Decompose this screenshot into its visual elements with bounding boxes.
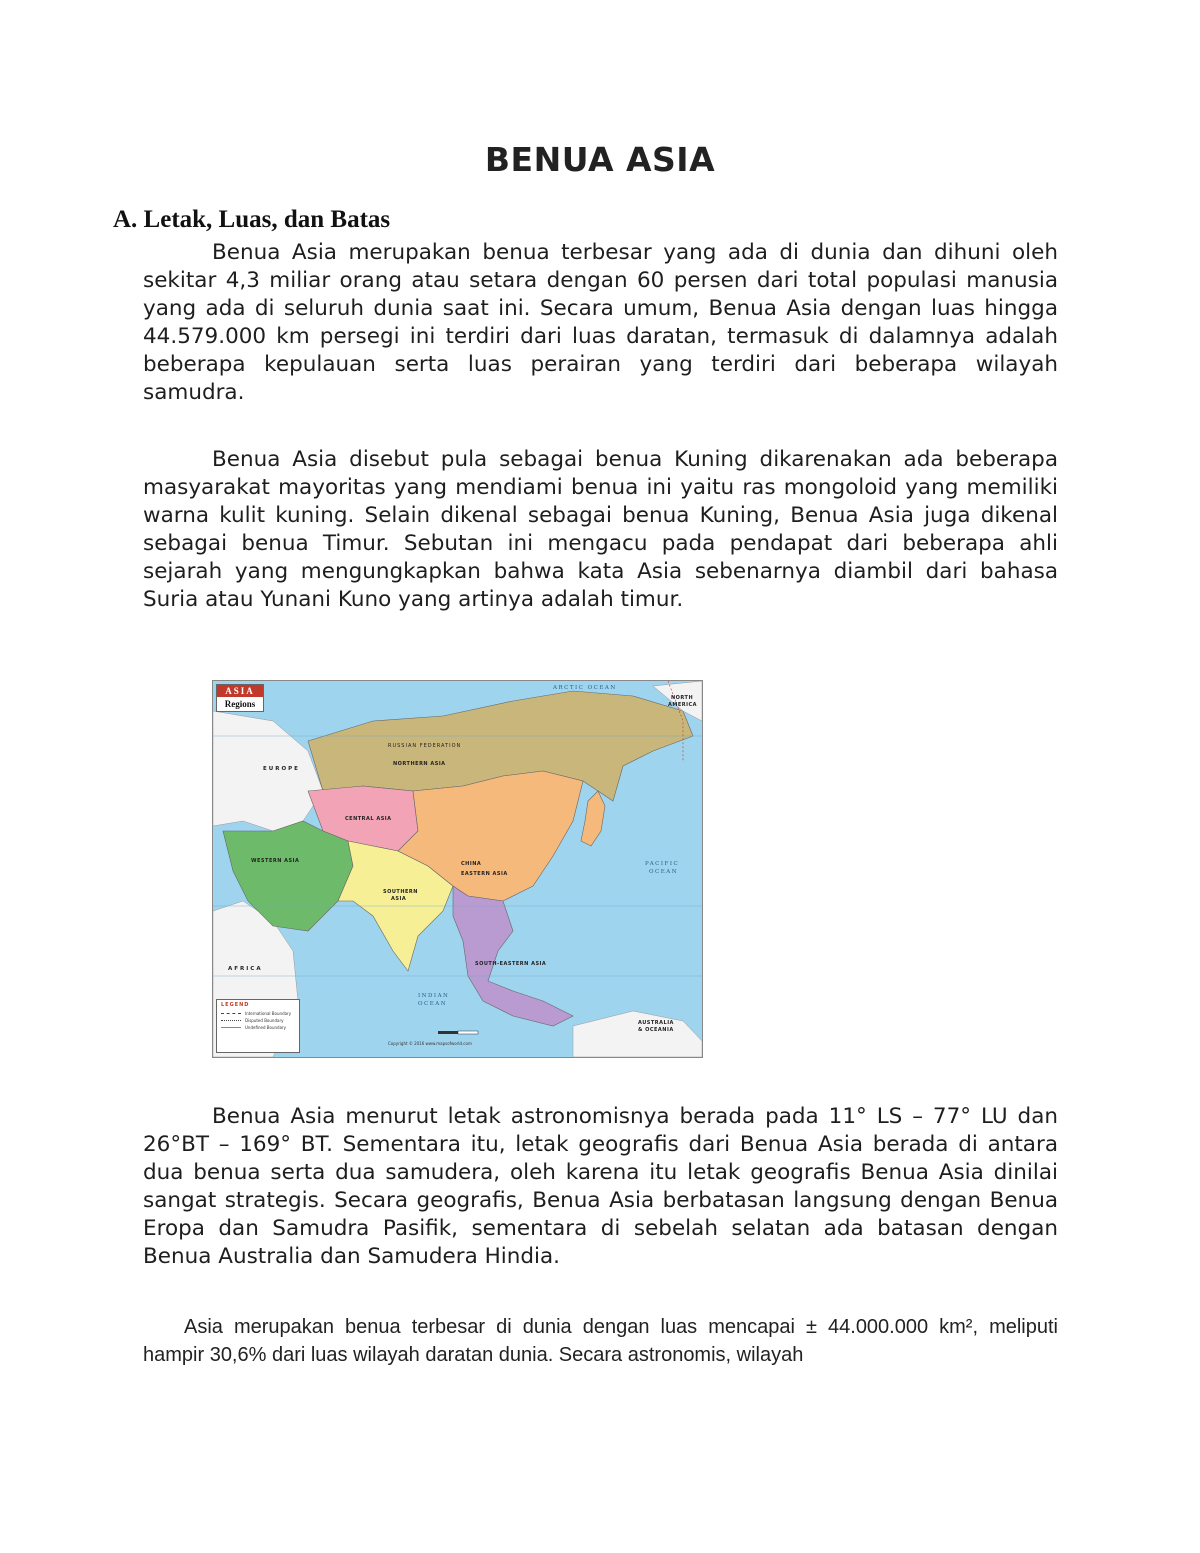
map-subtitle: Regions — [224, 699, 256, 709]
map-label-australia-2: & OCEANIA — [638, 1027, 674, 1033]
legend-text: International Boundary — [245, 1011, 292, 1016]
map-label-southeastern-asia: SOUTH-EASTERN ASIA — [475, 961, 547, 967]
map-title-box — [216, 684, 264, 712]
map-label-africa: AFRICA — [228, 966, 263, 972]
page-title: BENUA ASIA — [484, 140, 716, 179]
map-label-southern-asia-2: ASIA — [391, 896, 407, 902]
map-label-arctic-ocean: ARCTIC OCEAN — [553, 685, 617, 691]
legend-title: LEGEND — [221, 1002, 250, 1008]
map-label-eastern-asia: EASTERN ASIA — [461, 871, 508, 877]
legend-row — [217, 1017, 299, 1024]
paragraph-4: Asia merupakan benua terbesar di dunia dengan luas mencapai ± 44.000.000 km², meliputi hampir 30,6% dari luas wilayah daratan dunia. Secara astronomis, wilayah — [143, 1316, 1058, 1366]
map-label-china: CHINA — [461, 861, 482, 867]
legend-text: Disputed Boundary — [245, 1018, 284, 1023]
map-label-southern-asia-1: SOUTHERN — [383, 889, 418, 895]
asia-regions-map — [212, 680, 703, 1058]
map-label-indian-ocean-2: OCEAN — [418, 1001, 448, 1007]
section-heading: A. Letak, Luas, dan Batas — [113, 206, 391, 233]
map-label-pacific-ocean-1: PACIFIC — [645, 861, 680, 867]
map-title: ASIA — [217, 685, 263, 697]
map-label-pacific-ocean-2: OCEAN — [649, 869, 679, 875]
map-label-europe: EUROPE — [263, 766, 300, 772]
map-label-north-america-1: NORTH — [671, 695, 694, 701]
paragraph-2: Benua Asia disebut pula sebagai benua Kuning dikarenakan ada beberapa masyarakat mayoritas yang mendiami benua ini yaitu ras mongoloid yang memiliki warna kulit kuning. Selain dikenal sebagai benua Kuning, Benua Asia juga dikenal sebagai benua Timur. Sebutan ini mengacu pada pendapat dari beberapa ahli sejarah yang mengungkapkan bahwa kata Asia sebenarnya diambil dari bahasa Suria atau Yunani Kuno yang artinya adalah timur. — [143, 447, 1058, 612]
legend-line-undefined — [221, 1027, 241, 1028]
map-label-central-asia: CENTRAL ASIA — [345, 816, 392, 822]
legend-line-international — [221, 1013, 241, 1014]
map-label-north-america-2: AMERICA — [668, 702, 698, 708]
map-label-australia-1: AUSTRALIA — [638, 1020, 674, 1026]
map-label-northern-asia: NORTHERN ASIA — [393, 761, 446, 767]
legend-text: Undefined Boundary — [245, 1025, 287, 1030]
map-label-russia: RUSSIAN FEDERATION — [388, 743, 462, 749]
map-label-western-asia: WESTERN ASIA — [251, 858, 300, 864]
legend-line-disputed — [221, 1020, 241, 1021]
legend-row — [217, 1024, 299, 1031]
map-label-indian-ocean-1: INDIAN — [418, 993, 450, 999]
paragraph-3: Benua Asia menurut letak astronomisnya berada pada 11° LS – 77° LU dan 26°BT – 169° BT. Sementara itu, letak geografis dari Benua Asia berada di antara dua benua serta dua samudera, oleh karena itu letak geografis Benua Asia dinilai sangat strategis. Secara geografis, Benua Asia berbatasan langsung dengan Benua Eropa dan Samudra Pasifik, sementara di sebelah selatan ada batasan dengan Benua Australia dan Samudera Hindia. — [143, 1104, 1058, 1269]
legend-row — [217, 1010, 299, 1017]
map-legend — [216, 999, 300, 1053]
map-copyright: Copyright © 2016 www.mapsofworld.com — [388, 1041, 472, 1046]
paragraph-1: Benua Asia merupakan benua terbesar yang ada di dunia dan dihuni oleh sekitar 4,3 miliar orang atau setara dengan 60 persen dari total populasi manusia yang ada di seluruh dunia saat ini. Secara umum, Benua Asia dengan luas hingga 44.579.000 km persegi ini terdiri dari luas daratan, termasuk di dalamnya adalah beberapa kepulauan serta luas perairan yang terdiri dari beberapa wilayah samudra. — [143, 240, 1058, 405]
